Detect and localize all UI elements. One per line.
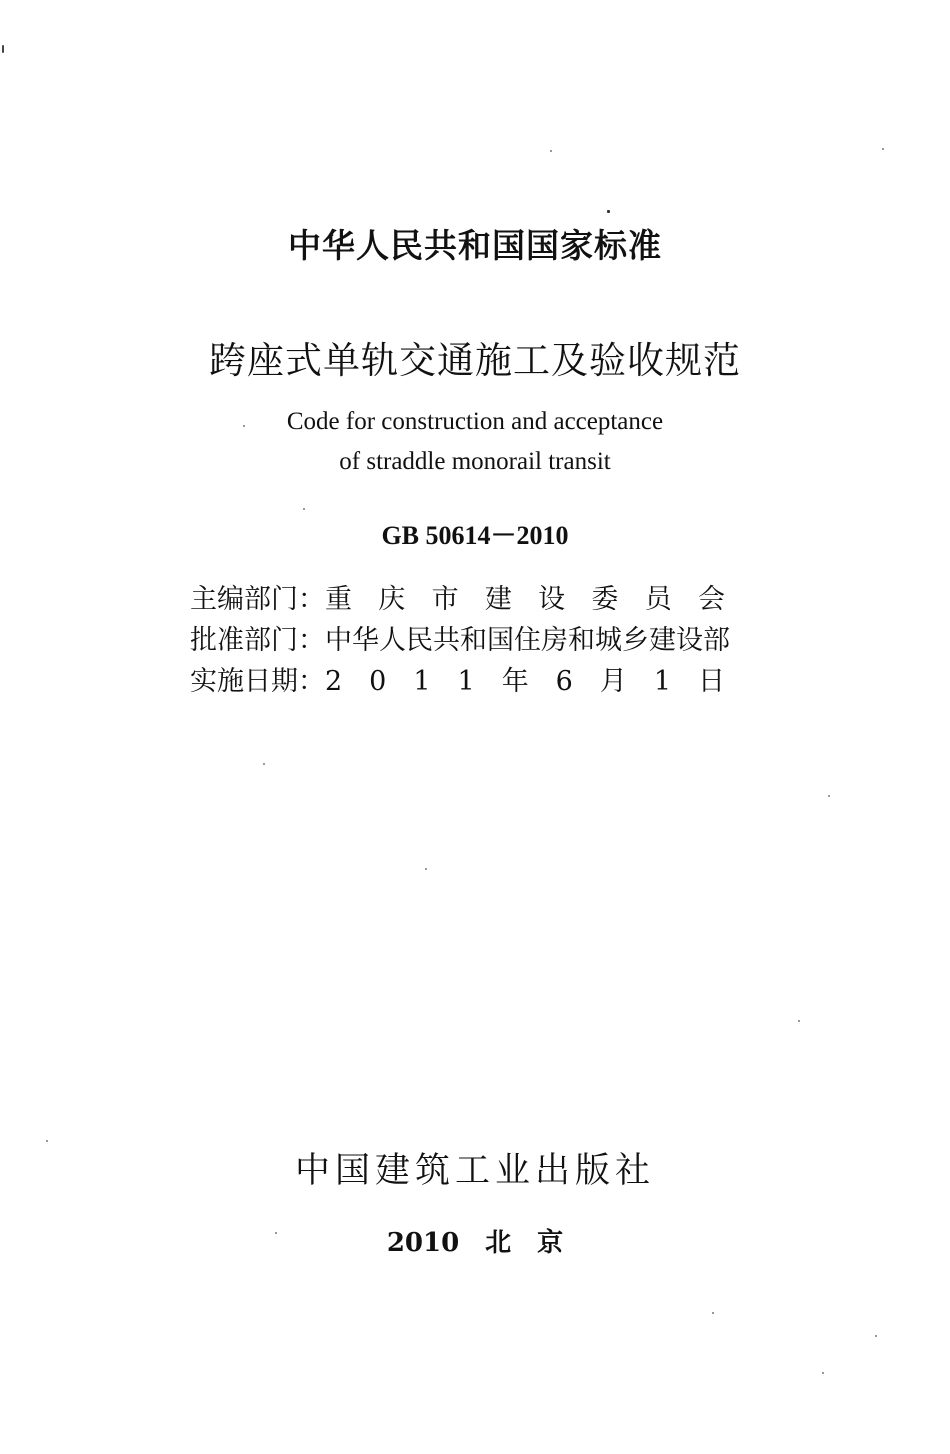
effective-date-label: 实施日期： (190, 666, 325, 697)
scan-speck (263, 763, 265, 765)
date-char: 6 (555, 666, 573, 697)
document-title-english-line2: of straddle monorail transit (339, 448, 611, 475)
scan-speck (607, 210, 610, 213)
date-char: 1 (457, 666, 475, 697)
editor-char: 委 (591, 584, 619, 615)
scan-speck (2, 45, 4, 53)
approver-row (190, 621, 750, 661)
date-char: 日 (698, 666, 725, 697)
editor-label: 主编部门： (190, 584, 325, 615)
editor-char: 市 (431, 584, 459, 615)
standard-code: GB 50614－2010 (381, 521, 569, 550)
scan-speck (425, 868, 427, 870)
scan-speck (798, 1020, 800, 1022)
date-char: 1 (413, 666, 431, 697)
date-char: 月 (599, 666, 627, 697)
scan-speck (712, 1312, 714, 1314)
editor-char: 设 (538, 584, 566, 615)
editor-char: 会 (697, 584, 725, 615)
scan-speck (875, 1335, 877, 1337)
scan-speck (828, 795, 830, 797)
scan-speck (46, 1140, 48, 1142)
effective-date-row (190, 662, 750, 702)
effective-date-value (325, 662, 725, 702)
editor-char: 重 (325, 584, 352, 615)
document-title-english-line1: Code for construction and acceptance (286, 408, 664, 435)
document-title-chinese: 跨座式单轨交通施工及验收规范 (209, 339, 741, 382)
date-char: 2 (325, 666, 343, 697)
scan-speck (275, 1232, 277, 1234)
scan-speck (882, 148, 884, 150)
date-char: 年 (501, 666, 529, 697)
date-char: 1 (653, 666, 672, 697)
date-char: 0 (369, 666, 387, 697)
editor-char: 员 (644, 584, 672, 615)
standard-series-heading: 中华人民共和国国家标准 (288, 226, 662, 265)
scan-speck (243, 425, 245, 427)
publisher-name: 中国建筑工业出版社 (294, 1151, 655, 1191)
publication-imprint: 2010 北 京 (386, 1228, 564, 1258)
scan-speck (550, 150, 552, 152)
approver-value: 中华人民共和国住房和城乡建设部 (325, 625, 730, 656)
approver-label: 批准部门： (190, 625, 325, 656)
editor-value (325, 580, 725, 620)
editor-row (190, 580, 750, 620)
scan-speck (822, 1372, 824, 1374)
scan-speck (303, 508, 305, 510)
editor-char: 庆 (378, 584, 406, 615)
editor-char: 建 (484, 584, 512, 615)
